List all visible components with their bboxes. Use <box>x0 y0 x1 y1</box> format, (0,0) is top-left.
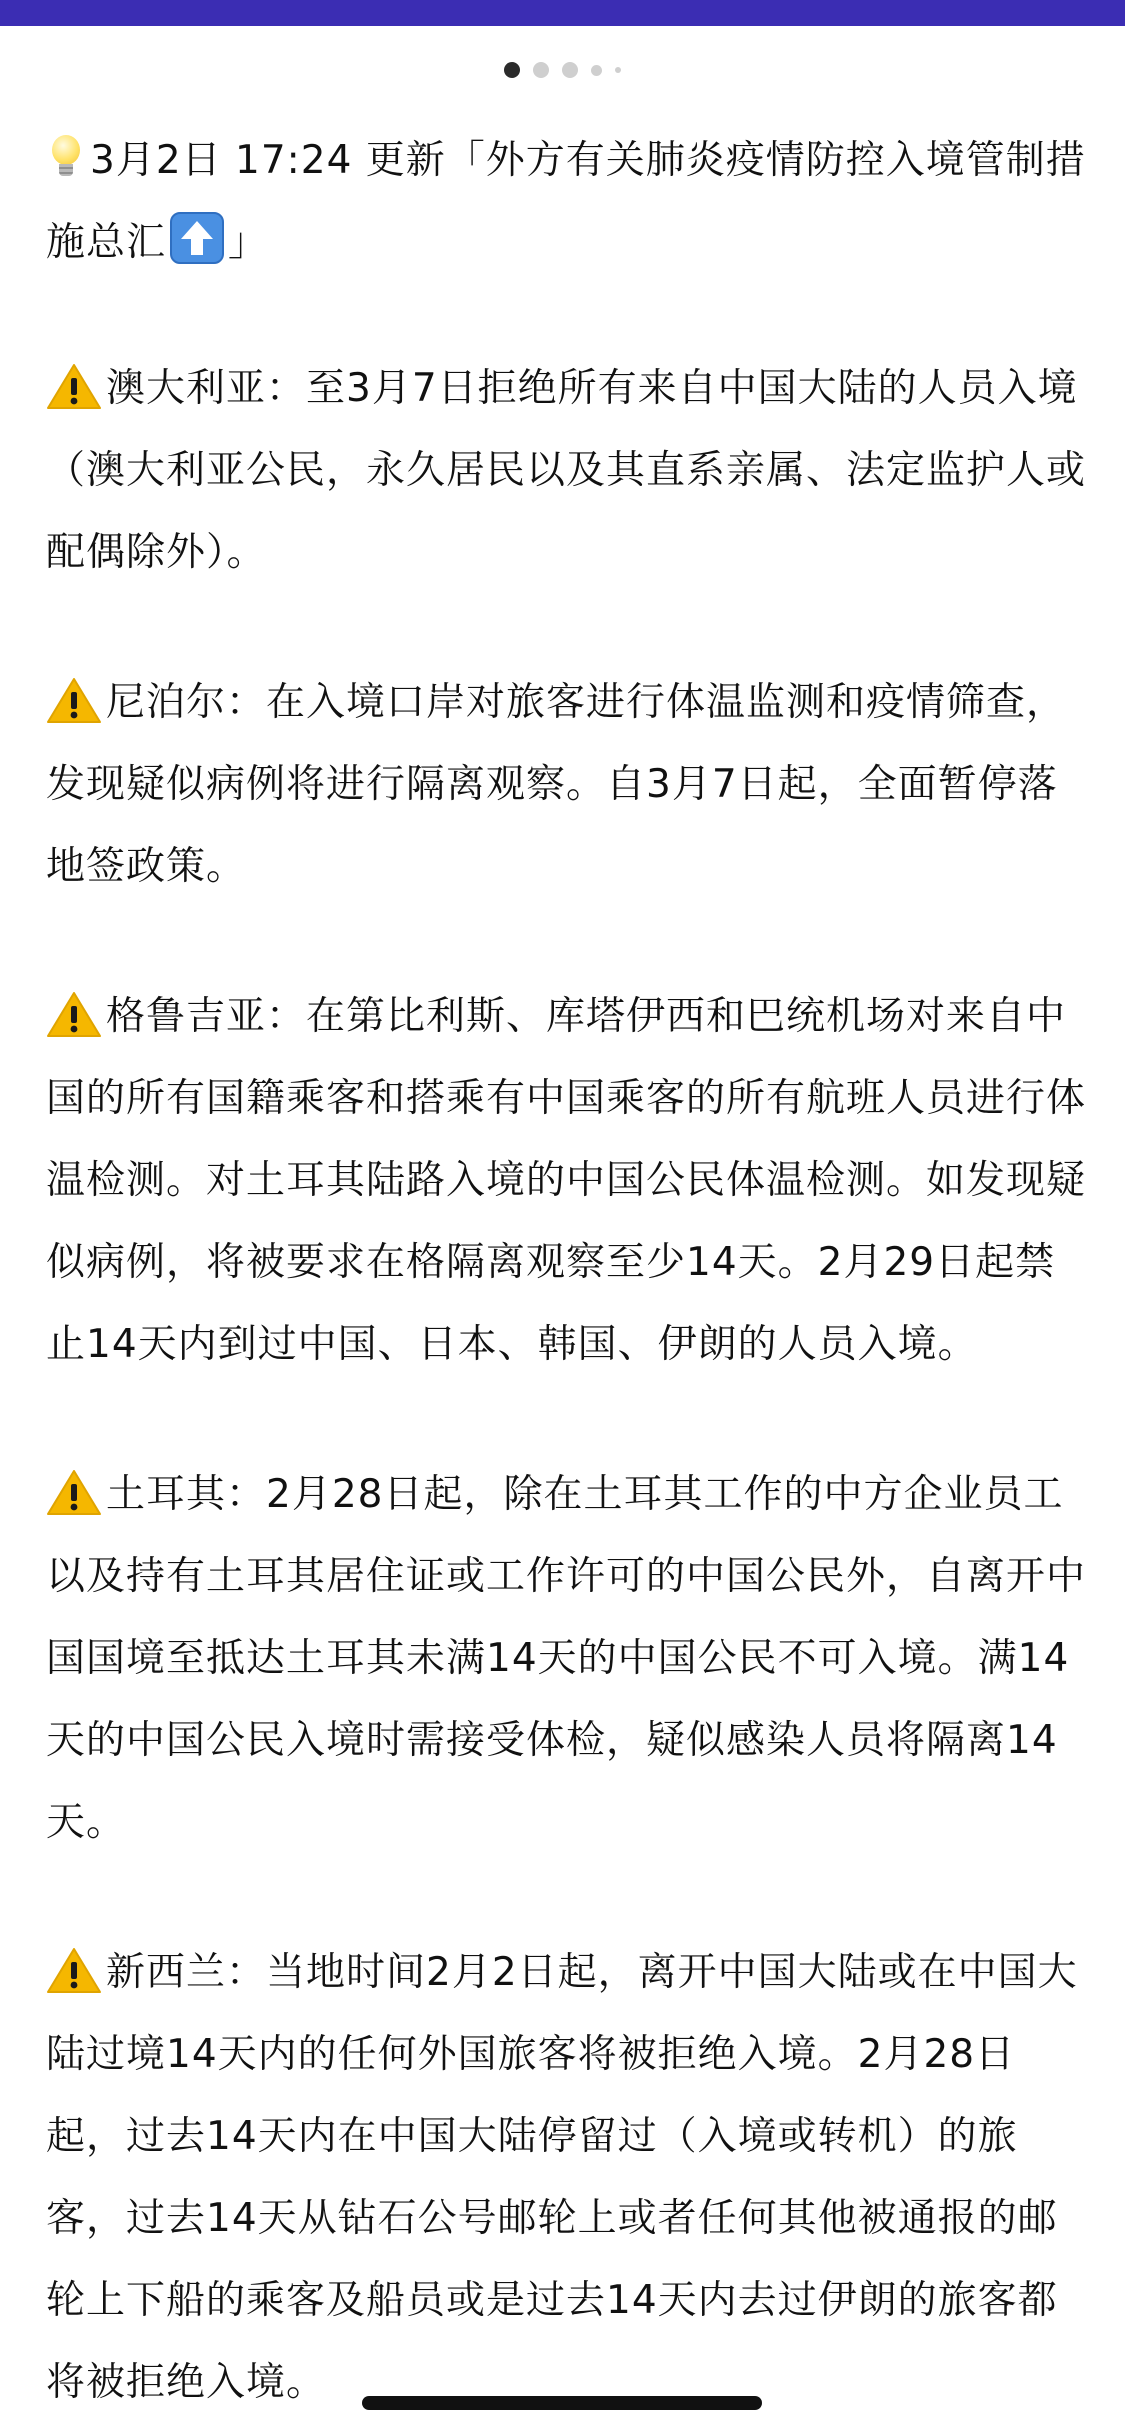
update-notice <box>46 120 1086 284</box>
page-dot[interactable] <box>562 62 578 78</box>
lightbulb-icon <box>46 133 86 181</box>
entry-text: 澳大利亚：至3月7日拒绝所有来自中国大陆的人员入境（澳大利亚公民，永久居民以及其直系亲属、法定监护人或配偶除外）。 <box>46 366 1086 575</box>
entry-text: 土耳其：2月28日起，除在土耳其工作的中方企业员工以及持有土耳其居住证或工作许可的中国公民外，自离开中国国境至抵达土耳其未满14天的中国公民不可入境。满14天的中国公民入境时需接受体检，疑似感染人员将隔离14天。 <box>46 1472 1086 1845</box>
home-indicator[interactable] <box>362 2396 762 2410</box>
update-notice-close: 」 <box>228 220 269 265</box>
article-content <box>46 120 1086 2436</box>
warning-icon <box>46 990 102 1038</box>
entry-turkey <box>46 1454 1086 1864</box>
warning-icon <box>46 1946 102 1994</box>
entry-georgia <box>46 976 1086 1386</box>
warning-icon <box>46 362 102 410</box>
up-arrow-icon <box>168 211 226 265</box>
warning-icon <box>46 676 102 724</box>
entry-text: 格鲁吉亚：在第比利斯、库塔伊西和巴统机场对来自中国的所有国籍乘客和搭乘有中国乘客的所有航班人员进行体温检测。对土耳其陆路入境的中国公民体温检测。如发现疑似病例，将被要求在格隔离观察至少14天。2月29日起禁止14天内到过中国、日本、韩国、伊朗的人员入境。 <box>46 994 1086 1367</box>
update-notice-text: 3月2日 17:24 更新「外方有关肺炎疫情防控入境管制措施总汇 <box>46 138 1086 265</box>
entry-text: 尼泊尔：在入境口岸对旅客进行体温监测和疫情筛查，发现疑似病例将进行隔离观察。自3月7日起，全面暂停落地签政策。 <box>46 680 1067 889</box>
top-status-bar <box>0 0 1125 26</box>
page-dot[interactable] <box>615 67 621 73</box>
page-dot[interactable] <box>591 65 602 76</box>
page-indicator <box>0 62 1125 78</box>
entry-nepal <box>46 662 1086 908</box>
page-dot-active[interactable] <box>504 62 520 78</box>
warning-icon <box>46 1468 102 1516</box>
entry-new-zealand <box>46 1932 1086 2424</box>
page-dot[interactable] <box>533 62 549 78</box>
entry-text: 新西兰：当地时间2月2日起，离开中国大陆或在中国大陆过境14天内的任何外国旅客将被拒绝入境。2月28日起，过去14天内在中国大陆停留过（入境或转机）的旅客，过去14天从钻石公号邮轮上或者任何其他被通报的邮轮上下船的乘客及船员或是过去14天内去过伊朗的旅客都将被拒绝入境。 <box>46 1950 1078 2405</box>
entry-australia <box>46 348 1086 594</box>
